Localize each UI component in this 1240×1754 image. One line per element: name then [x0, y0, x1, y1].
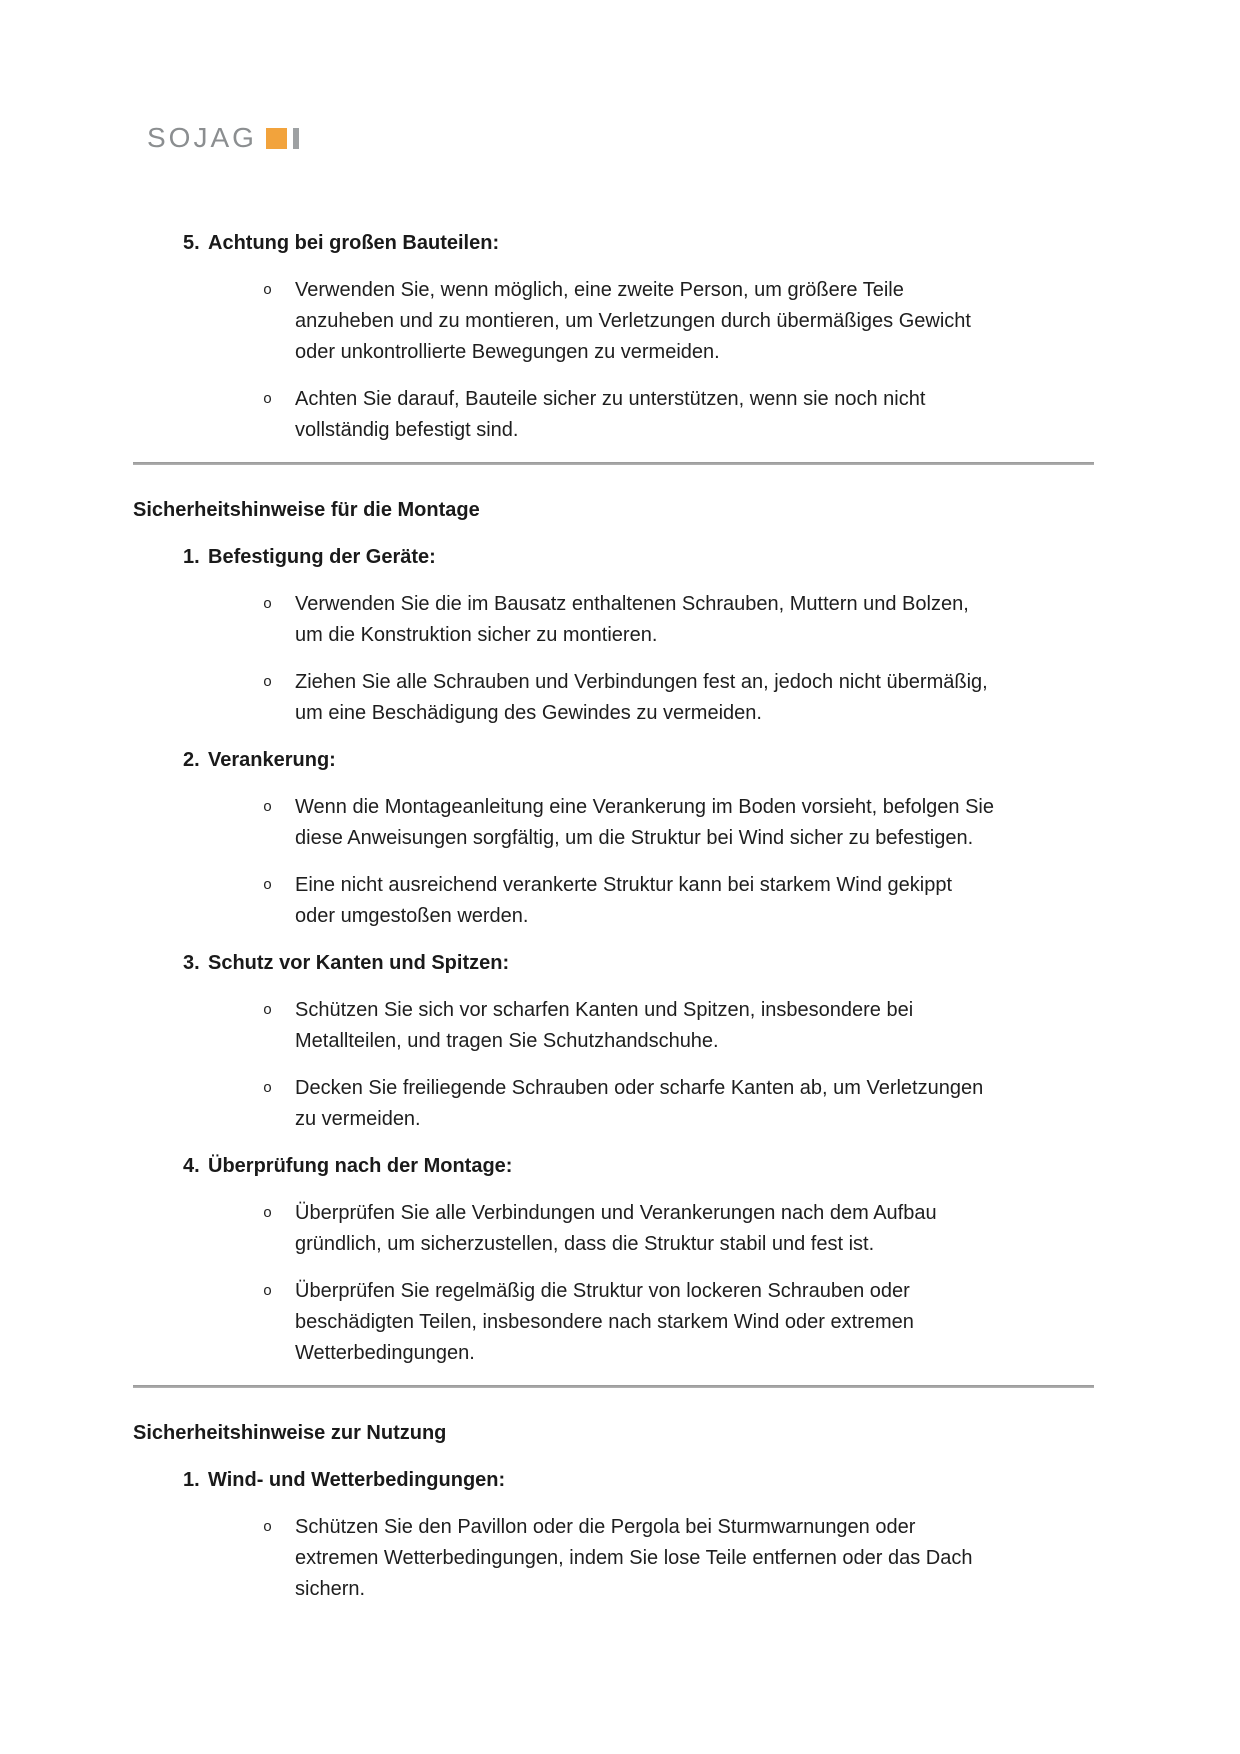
item-title: Verankerung:: [208, 749, 336, 771]
section-grosse-bauteile: [133, 228, 1094, 446]
list-item: [263, 870, 1094, 932]
bullet-marker: o: [263, 391, 273, 408]
bullet-text: Schützen Sie sich vor scharfen Kanten und Spitzen, insbesondere bei Metallteilen, und tragen Sie Schutzhandschuhe.: [295, 999, 914, 1052]
bullet-text: Wenn die Montageanleitung eine Verankerung im Boden vorsieht, befolgen Sie diese Anweisungen sorgfältig, um die Struktur bei Wind sicher zu befestigen.: [295, 796, 994, 849]
section-divider: [133, 462, 1094, 465]
bullet-text: Überprüfen Sie regelmäßig die Struktur von lockeren Schrauben oder beschädigten Teilen, insbesondere nach starkem Wind oder extremen Wetterbedingungen.: [295, 1280, 914, 1364]
list-item: [263, 1512, 1094, 1605]
list-item: [263, 589, 1094, 651]
item-number: 4.: [183, 1155, 200, 1177]
item-number: 1.: [183, 546, 200, 568]
bullet-marker: o: [263, 282, 273, 299]
item-title: Wind- und Wetterbedingungen:: [208, 1469, 506, 1491]
list-item: [263, 1276, 1094, 1369]
sojag-logo: [147, 122, 1094, 153]
list-item: [263, 1198, 1094, 1260]
bullet-text: Schützen Sie den Pavillon oder die Pergola bei Sturmwarnungen oder extremen Wetterbedingungen, indem Sie lose Teile entfernen oder das Dach sichern.: [295, 1516, 973, 1600]
bullet-text: Eine nicht ausreichend verankerte Struktur kann bei starkem Wind gekippt oder umgestoßen werden.: [295, 874, 953, 927]
numbered-item-title: [183, 1465, 1094, 1496]
section-heading: Sicherheitshinweise zur Nutzung: [133, 1422, 447, 1444]
item-number: 3.: [183, 952, 200, 974]
section-nutzung: [133, 1418, 1094, 1605]
bullet-text: Verwenden Sie, wenn möglich, eine zweite Person, um größere Teile anzuheben und zu montieren, um Verletzungen durch übermäßiges Gewicht oder unkontrollierte Bewegungen zu vermeiden.: [295, 279, 971, 363]
bullet-text: Verwenden Sie die im Bausatz enthaltenen Schrauben, Muttern und Bolzen, um die Konstruktion sicher zu montieren.: [295, 593, 969, 646]
section-heading: Sicherheitshinweise für die Montage: [133, 499, 480, 521]
bullet-marker: o: [263, 1205, 273, 1222]
numbered-item-title: [183, 542, 1094, 573]
numbered-item-title: [183, 948, 1094, 979]
list-item: [263, 792, 1094, 854]
item-title: Überprüfung nach der Montage:: [208, 1155, 513, 1177]
bullet-text: Decken Sie freiliegende Schrauben oder scharfe Kanten ab, um Verletzungen zu vermeiden.: [295, 1077, 984, 1130]
bullet-marker: o: [263, 877, 273, 894]
numbered-item-title: [183, 228, 1094, 259]
item-number: 1.: [183, 1469, 200, 1491]
logo-bar-icon: [293, 128, 299, 149]
bullet-marker: o: [263, 596, 273, 613]
bullet-text: Achten Sie darauf, Bauteile sicher zu unterstützen, wenn sie noch nicht vollständig befestigt sind.: [295, 388, 926, 441]
bullet-marker: o: [263, 1080, 273, 1097]
list-item: [263, 275, 1094, 368]
numbered-item-title: [183, 1151, 1094, 1182]
item-number: 2.: [183, 749, 200, 771]
bullet-marker: o: [263, 674, 273, 691]
item-title: Achtung bei großen Bauteilen:: [208, 232, 500, 254]
bullet-marker: o: [263, 1519, 273, 1536]
section-divider: [133, 1385, 1094, 1388]
list-item: [263, 995, 1094, 1057]
logo-orange-square-icon: [266, 128, 287, 149]
bullet-marker: o: [263, 1283, 273, 1300]
numbered-item-title: [183, 745, 1094, 776]
bullet-text: Ziehen Sie alle Schrauben und Verbindungen fest an, jedoch nicht übermäßig, um eine Beschädigung des Gewindes zu vermeiden.: [295, 671, 988, 724]
bullet-text: Überprüfen Sie alle Verbindungen und Verankerungen nach dem Aufbau gründlich, um sicherzustellen, dass die Struktur stabil und fest ist.: [295, 1202, 937, 1255]
bullet-marker: o: [263, 1002, 273, 1019]
logo-wordmark: SOJAG: [147, 122, 257, 153]
item-title: Befestigung der Geräte:: [208, 546, 436, 568]
list-item: [263, 384, 1094, 446]
item-title: Schutz vor Kanten und Spitzen:: [208, 952, 510, 974]
section-montage: [133, 495, 1094, 1369]
bullet-marker: o: [263, 799, 273, 816]
item-number: 5.: [183, 232, 200, 254]
list-item: [263, 1073, 1094, 1135]
list-item: [263, 667, 1094, 729]
